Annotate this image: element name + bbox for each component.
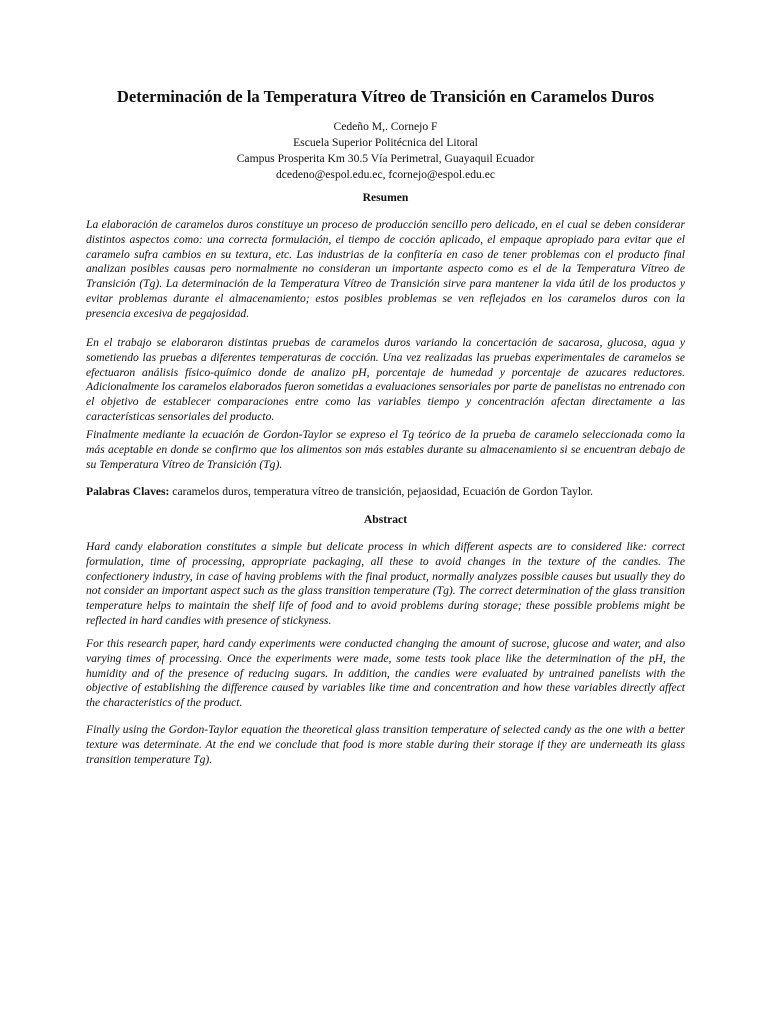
abstract-paragraph-3: Finally using the Gordon-Taylor equation the theoretical glass transition temperature of selected candy as the one with a better texture was determinate. At the end we conclude that food is more stable during their storage if they are underneath its glass transition temperature Tg). <box>86 723 685 766</box>
abstract-paragraph-1: Hard candy elaboration constitutes a simple but delicate process in which different aspects are to considered like: correct formulation, time of processing, appropriate packaging, all these to avoid changes in the texture of the candies. The confectionery industry, in case of having problems with the final product, normally analyzes possible causes but usually they do not consider an important aspect such as the glass transition temperature (Tg). The correct determination of the glass transition temperature helps to maintain the shelf life of food and to avoid problems during storage; these possible problems might be reflected in hard candies with presence of stickyness. <box>86 540 685 627</box>
keywords-line <box>86 484 685 499</box>
paper-title: Determinación de la Temperatura Vítreo de Transición en Caramelos Duros <box>116 87 655 106</box>
abstract-paragraph-2: For this research paper, hard candy experiments were conducted changing the amount of sucrose, glucose and water, and also varying times of processing. Once the experiments were made, some tests took place like the determination of the pH, the humidity and of the presence of reducing sugars. In addition, the candies were evaluated by untrained panelists with the objective of establishing the difference caused by variables like time and concentration and how these variables directly affect the characteristics of the product. <box>86 637 685 709</box>
resumen-paragraph-2: En el trabajo se elaboraron distintas pruebas de caramelos duros variando la concertación de sacarosa, glucosa, agua y sometiendo las pruebas a diferentes temperaturas de cocción. Una vez realizadas las pruebas experimentales de caramelos se efectuaron análisis físico-químico donde de analizo pH, porcentaje de humedad y porcentaje de azucares reductores. Adicionalmente los caramelos elaborados fueron sometidas a evaluaciones sensoriales por parte de panelistas no entrenado con el objetivo de establecer comparaciones entre como las variables tiempo y concentración afectan directamente a las características sensoriales del producto. <box>86 336 685 423</box>
resumen-paragraph-3: Finalmente mediante la ecuación de Gordon-Taylor se expreso el Tg teórico de la prueba de caramelo seleccionada como la más aceptable en donde se confirmo que los alimentos son más estables durante su almacenamiento si se encuentran debajo de su Temperatura Vítreo de Transición (Tg). <box>86 428 685 471</box>
resumen-heading: Resumen <box>362 191 409 204</box>
author-block <box>86 119 685 183</box>
author-institution: Escuela Superior Politécnica del Litoral <box>293 136 478 149</box>
keywords-text: caramelos duros, temperatura vítreo de transición, pejaosidad, Ecuación de Gordon Taylor. <box>169 485 594 498</box>
resumen-paragraph-1: La elaboración de caramelos duros constituye un proceso de producción sencillo pero delicado, en el cual se deben considerar distintos aspectos como: una correcta formulación, el tiempo de cocción aplicado, el empaque apropiado para evitar que el caramelo sufra cambios en su textura, etc. Las industrias de la confitería en caso de tener problemas con el producto final analizan posibles causas pero normalmente no consideran un importante aspecto como es el de la Temperatura Vítreo de Transición (Tg). La determinación de la Temperatura Vítreo de Transición sirve para mantener la vida útil de los productos y evitar problemas durante el almacenamiento; estos posibles problemas se ven reflejados en los caramelos duros con la presencia excesiva de pegajosidad. <box>86 218 685 320</box>
author-names: Cedeño M,. Cornejo F <box>333 120 438 133</box>
abstract-heading: Abstract <box>363 513 408 526</box>
keywords-label: Palabras Claves: <box>86 485 170 498</box>
author-emails: dcedeno@espol.edu.ec, fcornejo@espol.edu.ec <box>275 168 495 181</box>
author-address: Campus Prosperita Km 30.5 Vía Perimetral, Guayaquil Ecuador <box>236 152 535 165</box>
